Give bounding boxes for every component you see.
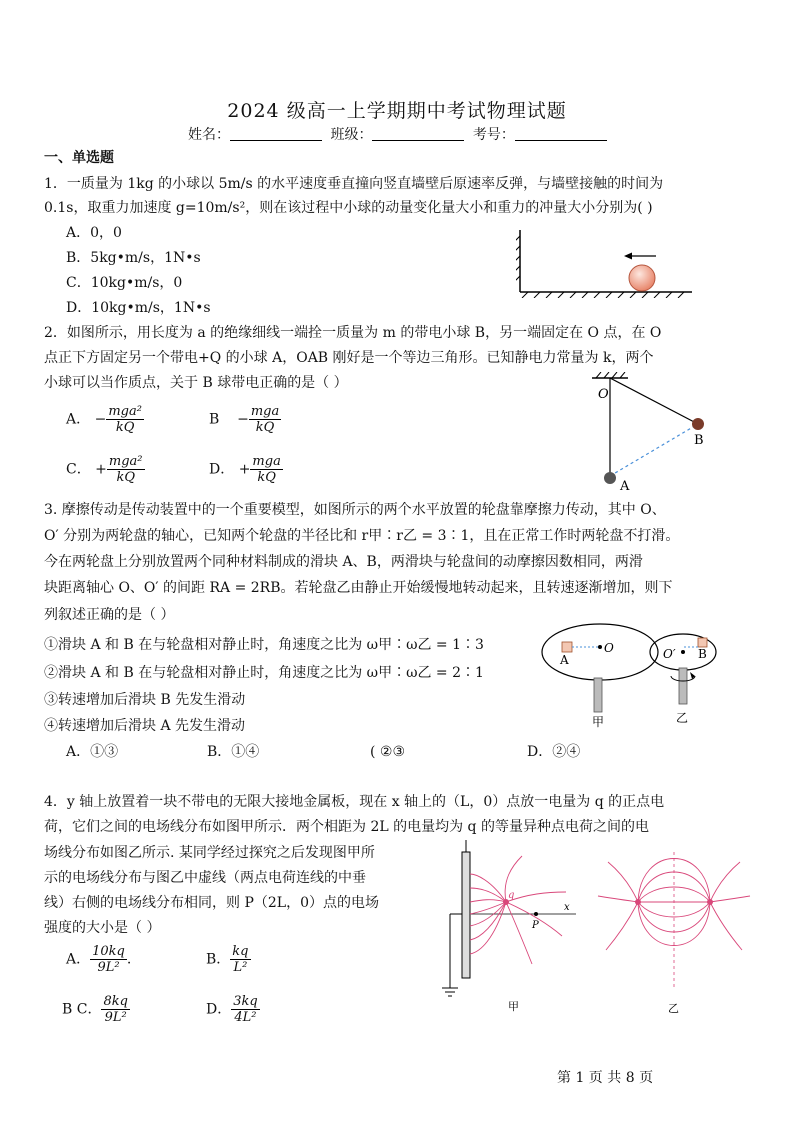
point-o-label: O — [598, 387, 609, 402]
q3-line4: 块距离轴心 O、O′ 的间距 RA = 2RB。若轮盘乙由静止开始缓慢地转动起来，且转速逐渐增加，则下 — [44, 580, 673, 596]
q1-option-c[interactable]: C．10kg•m/s，0 — [66, 275, 183, 291]
charge-minus-icon — [707, 899, 713, 905]
q1-option-a[interactable]: A．0，0 — [66, 225, 122, 241]
q3-option-c[interactable]: ( ②③ — [370, 744, 406, 760]
ball-icon — [629, 265, 655, 291]
q2-option-a[interactable]: A． − $\frac{\text{mga²}}{kQ}$ — [66, 404, 142, 435]
block-a-label: A — [560, 653, 569, 667]
q2-option-c[interactable]: C． + $\frac{\text{mga²}}{kQ}$ — [66, 454, 143, 485]
q3-option-d[interactable]: D．②④ — [527, 744, 581, 760]
q1-line2: 0.1s，取重力加速度 g=10m/s²，则在该过程中小球的动量变化量大小和重力的冲量大小分别为( ) — [44, 200, 653, 216]
q3-option-b[interactable]: B．①④ — [207, 744, 260, 760]
block-b-label: B — [698, 647, 707, 661]
q2-line1: 2．如图所示，用长度为 a 的绝缘细线一端拴一质量为 m 的带电小球 B，另一端固定在 O 点，在 O — [44, 325, 662, 341]
q1-wall-ball-figure — [516, 226, 696, 298]
page-footer: 第 1 页 共 8 页 — [557, 1070, 654, 1086]
student-info-row — [188, 124, 611, 144]
block-b-icon — [698, 638, 707, 647]
q2-option-b[interactable]: B − $\frac{\text{mga}}{kQ}$ — [209, 404, 280, 435]
q4-figure-yi — [594, 852, 754, 1017]
figure-yi-label: 乙 — [668, 1002, 679, 1015]
exam-title: 2024 级高一上学期期中考试物理试题 — [227, 100, 567, 122]
q3-disk-figure — [540, 622, 730, 732]
ball-a-icon — [604, 472, 616, 484]
point-b-label: B — [694, 433, 704, 448]
q4-line1: 4．y 轴上放置着一块不带电的无限大接地金属板，现在 x 轴上的（L，0）点放一电量为 q 的正点电 — [44, 794, 665, 810]
q2-triangle-figure — [590, 372, 720, 498]
q3-line5: 列叙述正确的是（ ） — [44, 607, 175, 623]
q1-line1: 1．一质量为 1kg 的小球以 5m/s 的水平速度垂直撞向竖直墙壁后原速率反弹，与墙壁接触的时间为 — [44, 176, 664, 192]
disk-yi-label: 乙 — [676, 711, 689, 725]
point-p-label: P — [532, 920, 539, 931]
q3-line1: 3. 摩擦传动是传动装置中的一个重要模型，如图所示的两个水平放置的轮盘靠摩擦力传动，其中 O、 — [44, 502, 666, 518]
axis-o-label: O — [604, 641, 614, 655]
q4-option-d[interactable]: D． $\frac{3kq}{\text{4L²}}$ — [206, 994, 258, 1025]
q4-line6: 强度的大小是（ ） — [44, 920, 161, 936]
q3-statement-1: ①滑块 A 和 B 在与轮盘相对静止时，角速度之比为 ω甲∶ω乙 = 1∶3 — [44, 637, 484, 653]
class-label: 班级： — [330, 127, 373, 143]
q1-option-d[interactable]: D．10kg•m/s，1N•s — [66, 300, 211, 316]
q4-line4: 示的电场线分布与图乙中虚线（两点电荷连线的中垂 — [44, 870, 366, 886]
q4-option-c[interactable]: B C． $\frac{8kq}{\text{9L²}}$ — [62, 994, 128, 1025]
svg-text:q: q — [508, 890, 515, 901]
q2-line2: 点正下方固定另一个带电+Q 的小球 A，OAB 刚好是一个等边三角形。已知静电力常量为 k，两个 — [44, 350, 654, 366]
charge-plus-icon — [635, 899, 641, 905]
q4-option-a[interactable]: A． $\frac{10kq}{\text{9L²}}$ . — [66, 944, 132, 975]
q3-statement-3: ③转速增加后滑块 B 先发生滑动 — [44, 692, 246, 708]
q3-line3: 今在两轮盘上分别放置两个同种材料制成的滑块 A、B，两滑块与轮盘间的动摩擦因数相同，两滑 — [44, 554, 643, 570]
q1-option-b[interactable]: B．5kg•m/s，1N•s — [66, 250, 201, 266]
x-axis-label: x — [564, 902, 570, 913]
name-blank[interactable] — [230, 126, 322, 141]
q4-line5: 线）右侧的电场线分布相同，则 P（2L，0）点的电场 — [44, 895, 379, 911]
q2-line3: 小球可以当作质点，关于 B 球带电正确的是（ ） — [44, 375, 348, 391]
metal-plate — [462, 852, 470, 978]
q4-figure-jia — [436, 840, 586, 1015]
number-blank[interactable] — [515, 126, 607, 141]
q3-statement-4: ④转速增加后滑块 A 先发生滑动 — [44, 718, 246, 734]
q4-option-b[interactable]: B． $\frac{kq}{\text{L²}}$ — [206, 944, 249, 975]
name-label: 姓名： — [188, 127, 230, 143]
q4-line3: 场线分布如图乙所示. 某同学经过探究之后发现图甲所 — [44, 845, 375, 861]
ball-b-icon — [692, 418, 704, 430]
q3-statement-2: ②滑块 A 和 B 在与轮盘相对静止时，角速度之比为 ω甲∶ω乙 = 2∶1 — [44, 665, 484, 681]
q3-line2: O′ 分别为两轮盘的轴心，已知两个轮盘的半径比和 r甲∶r乙 = 3∶1，且在正常工作时两轮盘不打滑。 — [44, 528, 680, 544]
number-label: 考号： — [472, 127, 515, 143]
figure-jia-label: 甲 — [508, 1000, 519, 1013]
disk-jia-label: 甲 — [592, 715, 605, 729]
q4-line2: 荷，它们之间的电场线分布如图甲所示．两个相距为 2L 的电量均为 q 的等量异种点电荷之间的电 — [44, 819, 649, 835]
axis-o2-label: O′ — [663, 647, 676, 661]
class-blank[interactable] — [372, 126, 464, 141]
point-a-label: A — [620, 479, 630, 494]
q3-option-a[interactable]: A．①③ — [66, 744, 119, 760]
block-a-icon — [562, 642, 572, 652]
section-title: 一、单选题 — [44, 150, 114, 166]
q2-option-d[interactable]: D． + $\frac{\text{mga}}{kQ}$ — [209, 454, 281, 485]
